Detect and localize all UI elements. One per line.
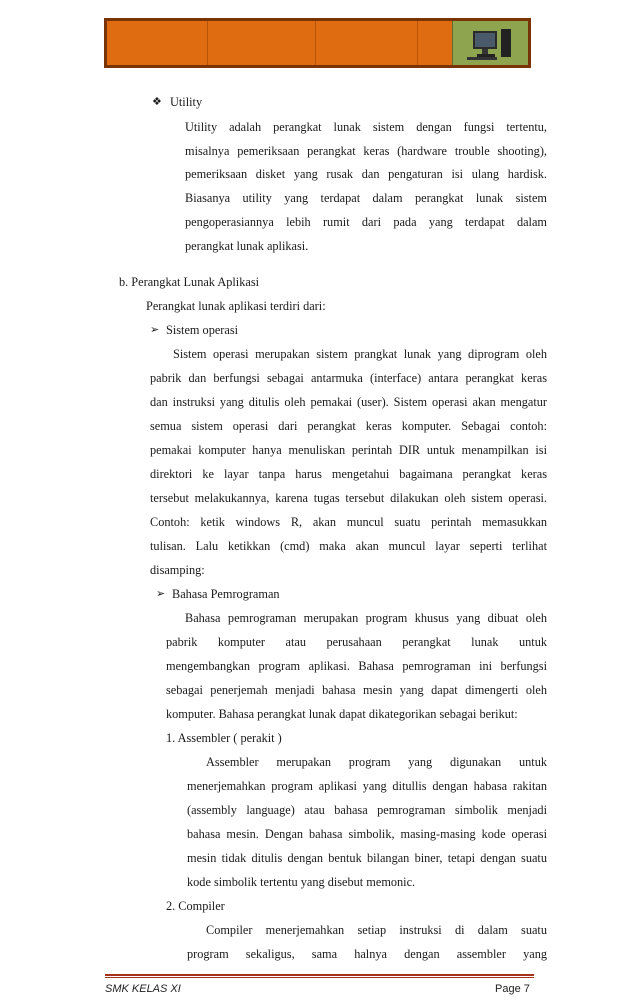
text-line: Sistem operasi merupakan sistem prangkat lunak yang diprogram oleh xyxy=(173,347,547,361)
text-line: Assembler merupakan program yang digunakan untuk xyxy=(206,755,547,769)
section-heading: b. Perangkat Lunak Aplikasi xyxy=(119,275,260,289)
text-line: program sekaligus, sama halnya dengan assembler yang xyxy=(187,947,547,961)
text-line: disamping: xyxy=(150,563,205,577)
text-line: (assembly language) atau bahasa pemrograman simbolik menjadi xyxy=(187,803,547,817)
header-divider xyxy=(315,21,316,65)
footer-rule xyxy=(105,974,534,976)
text-line: mesin tidak ditulis dengan bentuk bilangan biner, tetapi dengan suatu xyxy=(187,851,547,865)
text-line: Compiler menerjemahkan setiap instruksi di dalam suatu xyxy=(206,923,547,937)
text-line: kode simbolik tertentu yang disebut memonic. xyxy=(187,875,416,889)
list-item-label: 2. Compiler xyxy=(166,899,225,913)
text-line: pabrik komputer atau perusahaan perangkat lunak untuk xyxy=(166,635,547,649)
text-line: Biasanya utility yang terdapat dalam perangkat lunak sistem xyxy=(185,191,547,205)
text-line: mengembangkan program aplikasi. Bahasa pemrograman ini berfungsi xyxy=(166,659,547,673)
footer-left: SMK KELAS XI xyxy=(105,983,181,995)
text-line: pengoperasiannya lebih rumit dari pada yang terdapat dalam xyxy=(185,215,547,229)
text-line: direktori ke layar tanpa harus mengetahui bagaimana perangkat keras xyxy=(150,467,547,481)
bahasa-title: Bahasa Pemrograman xyxy=(172,587,280,601)
header-divider xyxy=(417,21,418,65)
header-divider xyxy=(207,21,208,65)
text-line: komputer. Bahasa perangkat lunak dapat dikategorikan sebagai berikut: xyxy=(166,707,518,721)
text-line: menerjemahkan program aplikasi yang ditullis dengan habasa rakitan xyxy=(187,779,547,793)
text-line: bahasa mesin. Dengan bahasa simbolik, masing-masing kode operasi xyxy=(187,827,547,841)
text-line: tersebut melakukannya, karena tugas tersebut dilakukan oleh sistem operasi. xyxy=(150,491,547,505)
text-line: dan instruksi yang ditulis oleh pemakai (user). Sistem operasi akan mengatur xyxy=(150,395,547,409)
text-line: perangkat lunak aplikasi. xyxy=(185,239,309,253)
header-banner xyxy=(104,18,531,68)
arrow-bullet-icon: ➢ xyxy=(150,324,160,336)
list-item-label: 1. Assembler ( perakit ) xyxy=(166,731,282,745)
text-line: pemakai komputer hanya menuliskan perintah DIR untuk menampilkan isi xyxy=(150,443,547,457)
text-line: Bahasa pemrograman merupakan program khusus yang dibuat oleh xyxy=(185,611,547,625)
text-line: tulisan. Lalu ketikkan (cmd) maka akan muncul layar seperti terlihat xyxy=(150,539,547,553)
diamond-bullet-icon: ❖ xyxy=(152,96,162,108)
text-line: sebagai penerjemah menjadi bahasa mesin yang dapat dimengerti oleh xyxy=(166,683,547,697)
page-number: Page 7 xyxy=(495,983,530,995)
utility-title: Utility xyxy=(170,95,203,109)
text-line: Utility adalah perangkat lunak sistem dengan fungsi tertentu, xyxy=(185,120,547,134)
sistem-operasi-title: Sistem operasi xyxy=(166,323,239,337)
footer-rule xyxy=(105,977,534,978)
text-line: misalnya pemeriksaan perangkat keras (hardware trouble shooting), xyxy=(185,144,547,158)
computer-icon xyxy=(452,21,528,65)
text-line: pabrik dan berfungsi sebagai antarmuka (interface) antara perangkat keras xyxy=(150,371,547,385)
section-intro: Perangkat lunak aplikasi terdiri dari: xyxy=(146,299,326,313)
text-line: Contoh: ketik windows R, akan muncul suatu perintah memasukkan xyxy=(150,515,547,529)
text-line: pemeriksaan disket yang rusak dan pengaturan isi ulang hardisk. xyxy=(185,167,547,181)
text-line: semua sistem operasi dari perangkat keras komputer. Sebagai contoh: xyxy=(150,419,547,433)
arrow-bullet-icon: ➢ xyxy=(156,588,166,600)
